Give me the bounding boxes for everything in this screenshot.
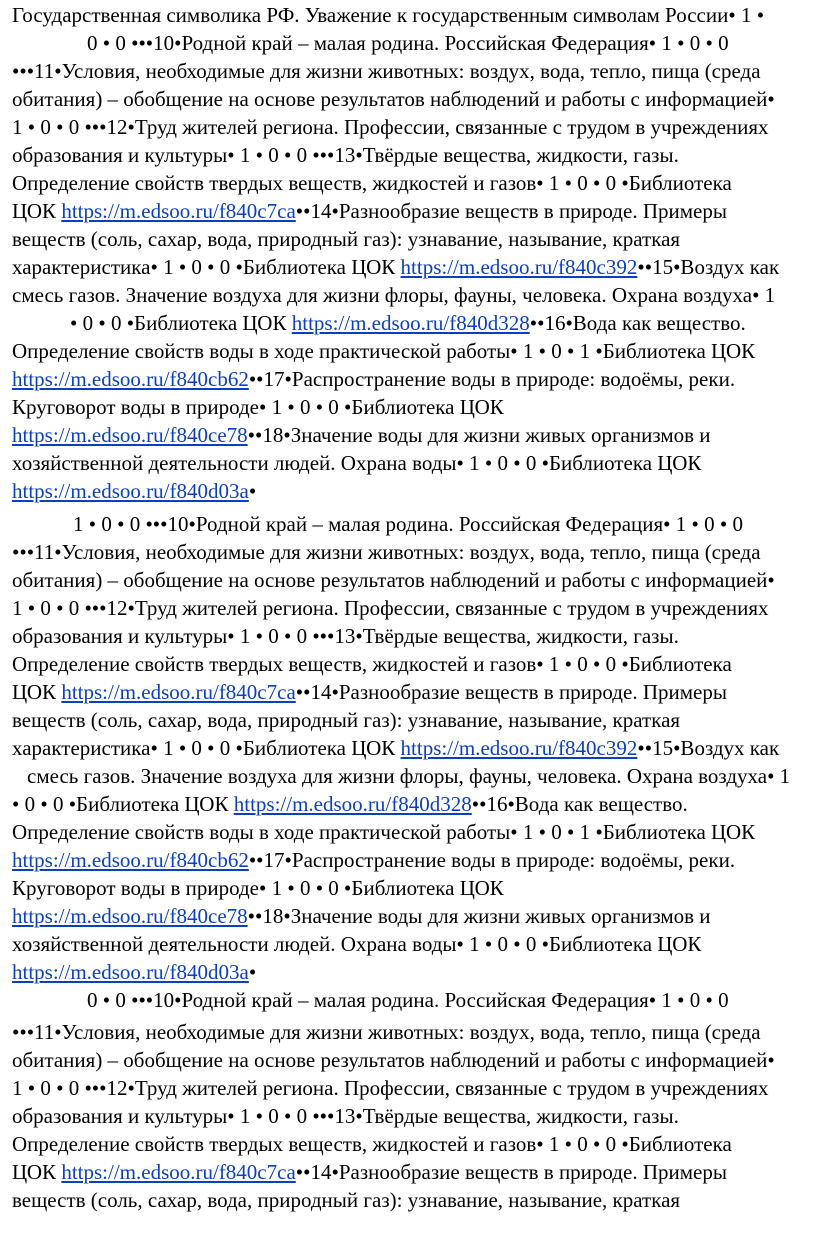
text-line xyxy=(12,818,755,846)
text-line xyxy=(87,986,729,1014)
text-line xyxy=(12,225,680,253)
text-segment: ЦОК xyxy=(12,1160,62,1184)
text-line xyxy=(12,874,504,902)
text-segment: 1 • 0 • 0 •••12•Труд жителей региона. Профессии, связанные с трудом в учреждениях xyxy=(12,1076,769,1100)
text-segment: Круговорот воды в природе• 1 • 0 • 0 •Библиотека ЦОК xyxy=(12,876,504,900)
library-link[interactable]: https://m.edsoo.ru/f840c392 xyxy=(400,255,638,279)
text-segment: Круговорот воды в природе• 1 • 0 • 0 •Библиотека ЦОК xyxy=(12,395,504,419)
text-line xyxy=(12,1130,732,1158)
text-line xyxy=(12,790,688,818)
text-segment: ЦОК xyxy=(12,680,62,704)
text-segment: веществ (соль, сахар, вода, природный газ): узнавание, называние, краткая xyxy=(12,227,681,251)
text-segment: ЦОК xyxy=(12,199,62,223)
text-segment: Определение свойств твердых веществ, жидкостей и газов• 1 • 0 • 0 •Библиотека xyxy=(12,652,732,676)
text-line xyxy=(12,197,727,225)
text-segment: хозяйственной деятельности людей. Охрана воды• 1 • 0 • 0 •Библиотека ЦОК xyxy=(12,932,702,956)
text-segment: ••15•Воздух как xyxy=(637,255,780,279)
text-line xyxy=(12,1102,679,1130)
library-link[interactable]: https://m.edsoo.ru/f840d328 xyxy=(291,311,530,335)
text-segment: образования и культуры• 1 • 0 • 0 •••13•Твёрдые вещества, жидкости, газы. xyxy=(12,624,679,648)
text-segment: ••15•Воздух как xyxy=(637,736,780,760)
text-line xyxy=(12,57,761,85)
library-link[interactable]: https://m.edsoo.ru/f840cb62 xyxy=(12,367,249,391)
text-segment: •••11•Условия, необходимые для жизни животных: воздух, вода, тепло, пища (среда xyxy=(12,1020,761,1044)
text-segment: обитания) – обобщение на основе результатов наблюдений и работы с информацией• xyxy=(12,87,775,111)
text-segment: Определение свойств твердых веществ, жидкостей и газов• 1 • 0 • 0 •Библиотека xyxy=(12,171,732,195)
library-link[interactable]: https://m.edsoo.ru/f840ce78 xyxy=(12,423,248,447)
library-link[interactable]: https://m.edsoo.ru/f840d328 xyxy=(233,792,472,816)
library-link[interactable]: https://m.edsoo.ru/f840c7ca xyxy=(61,199,296,223)
text-line xyxy=(12,566,775,594)
text-segment: 1 • 0 • 0 •••12•Труд жителей региона. Профессии, связанные с трудом в учреждениях xyxy=(12,115,769,139)
text-segment: Определение свойств воды в ходе практической работы• 1 • 0 • 1 •Библиотека ЦОК xyxy=(12,820,756,844)
text-line xyxy=(87,29,729,57)
text-line xyxy=(12,141,679,169)
text-segment: •••11•Условия, необходимые для жизни животных: воздух, вода, тепло, пища (среда xyxy=(12,59,761,83)
text-line xyxy=(12,1,764,29)
library-link[interactable]: https://m.edsoo.ru/f840cb62 xyxy=(12,848,249,872)
library-link[interactable]: https://m.edsoo.ru/f840d03a xyxy=(12,960,249,984)
text-segment: характеристика• 1 • 0 • 0 •Библиотека ЦОК xyxy=(12,736,401,760)
text-line xyxy=(12,902,711,930)
text-line xyxy=(73,510,743,538)
text-line xyxy=(12,281,775,309)
text-segment: веществ (соль, сахар, вода, природный газ): узнавание, называние, краткая xyxy=(12,1188,681,1212)
text-segment: • 0 • 0 •Библиотека ЦОК xyxy=(12,792,234,816)
text-line xyxy=(12,538,761,566)
text-line xyxy=(12,449,701,477)
text-line xyxy=(12,958,256,986)
text-segment: ••16•Вода как вещество. xyxy=(471,792,688,816)
text-line xyxy=(12,1074,769,1102)
text-segment: ••14•Разнообразие веществ в природе. Примеры xyxy=(295,680,727,704)
text-line xyxy=(70,309,746,337)
text-line xyxy=(12,678,727,706)
text-segment: •••11•Условия, необходимые для жизни животных: воздух, вода, тепло, пища (среда xyxy=(12,540,761,564)
text-line xyxy=(12,930,701,958)
text-line xyxy=(12,1018,761,1046)
text-line xyxy=(12,365,735,393)
text-segment: обитания) – обобщение на основе результатов наблюдений и работы с информацией• xyxy=(12,1048,775,1072)
text-line xyxy=(12,393,504,421)
library-link[interactable]: https://m.edsoo.ru/f840c392 xyxy=(400,736,638,760)
text-line xyxy=(12,85,775,113)
text-segment: ••17•Распространение воды в природе: водоёмы, реки. xyxy=(248,848,736,872)
text-segment: 0 • 0 •••10•Родной край – малая родина. Российская Федерация• 1 • 0 • 0 xyxy=(87,31,729,55)
text-segment: • xyxy=(248,960,257,984)
text-line xyxy=(12,1046,775,1074)
text-segment: ••17•Распространение воды в природе: водоёмы, реки. xyxy=(248,367,736,391)
text-line xyxy=(12,706,680,734)
text-segment: Определение свойств воды в ходе практической работы• 1 • 0 • 1 •Библиотека ЦОК xyxy=(12,339,756,363)
text-segment: образования и культуры• 1 • 0 • 0 •••13•Твёрдые вещества, жидкости, газы. xyxy=(12,143,679,167)
text-segment: • 0 • 0 •Библиотека ЦОК xyxy=(70,311,292,335)
text-segment: 1 • 0 • 0 •••10•Родной край – малая родина. Российская Федерация• 1 • 0 • 0 xyxy=(73,512,743,536)
text-segment: обитания) – обобщение на основе результатов наблюдений и работы с информацией• xyxy=(12,568,775,592)
text-segment: Государственная символика РФ. Уважение к государственным символам России• 1 • xyxy=(12,3,765,27)
text-line xyxy=(12,1158,727,1186)
library-link[interactable]: https://m.edsoo.ru/f840c7ca xyxy=(61,680,296,704)
text-segment: хозяйственной деятельности людей. Охрана воды• 1 • 0 • 0 •Библиотека ЦОК xyxy=(12,451,702,475)
text-line xyxy=(12,650,732,678)
text-segment: веществ (соль, сахар, вода, природный газ): узнавание, называние, краткая xyxy=(12,708,681,732)
text-line xyxy=(12,113,769,141)
text-segment: образования и культуры• 1 • 0 • 0 •••13•Твёрдые вещества, жидкости, газы. xyxy=(12,1104,679,1128)
text-line xyxy=(12,594,769,622)
library-link[interactable]: https://m.edsoo.ru/f840c7ca xyxy=(61,1160,296,1184)
text-segment: 1 • 0 • 0 •••12•Труд жителей региона. Профессии, связанные с трудом в учреждениях xyxy=(12,596,769,620)
text-segment: ••14•Разнообразие веществ в природе. Примеры xyxy=(295,199,727,223)
text-segment: смесь газов. Значение воздуха для жизни флоры, фауны, человека. Охрана воздуха• 1 xyxy=(12,283,776,307)
text-segment: ••18•Значение воды для жизни живых организмов и xyxy=(247,904,711,928)
text-line xyxy=(12,734,779,762)
text-line xyxy=(27,762,790,790)
text-segment: ••14•Разнообразие веществ в природе. Примеры xyxy=(295,1160,727,1184)
text-line xyxy=(12,169,732,197)
text-line xyxy=(12,253,779,281)
text-line xyxy=(12,337,755,365)
text-line xyxy=(12,477,256,505)
text-segment: Определение свойств твердых веществ, жидкостей и газов• 1 • 0 • 0 •Библиотека xyxy=(12,1132,732,1156)
text-segment: ••16•Вода как вещество. xyxy=(529,311,746,335)
text-line xyxy=(12,1186,680,1214)
text-segment: 0 • 0 •••10•Родной край – малая родина. Российская Федерация• 1 • 0 • 0 xyxy=(87,988,729,1012)
text-line xyxy=(12,846,735,874)
text-segment: ••18•Значение воды для жизни живых организмов и xyxy=(247,423,711,447)
text-segment: • xyxy=(248,479,257,503)
library-link[interactable]: https://m.edsoo.ru/f840ce78 xyxy=(12,904,248,928)
text-segment: характеристика• 1 • 0 • 0 •Библиотека ЦОК xyxy=(12,255,401,279)
text-line xyxy=(12,622,679,650)
text-segment: смесь газов. Значение воздуха для жизни флоры, фауны, человека. Охрана воздуха• 1 xyxy=(27,764,791,788)
text-line xyxy=(12,421,711,449)
library-link[interactable]: https://m.edsoo.ru/f840d03a xyxy=(12,479,249,503)
